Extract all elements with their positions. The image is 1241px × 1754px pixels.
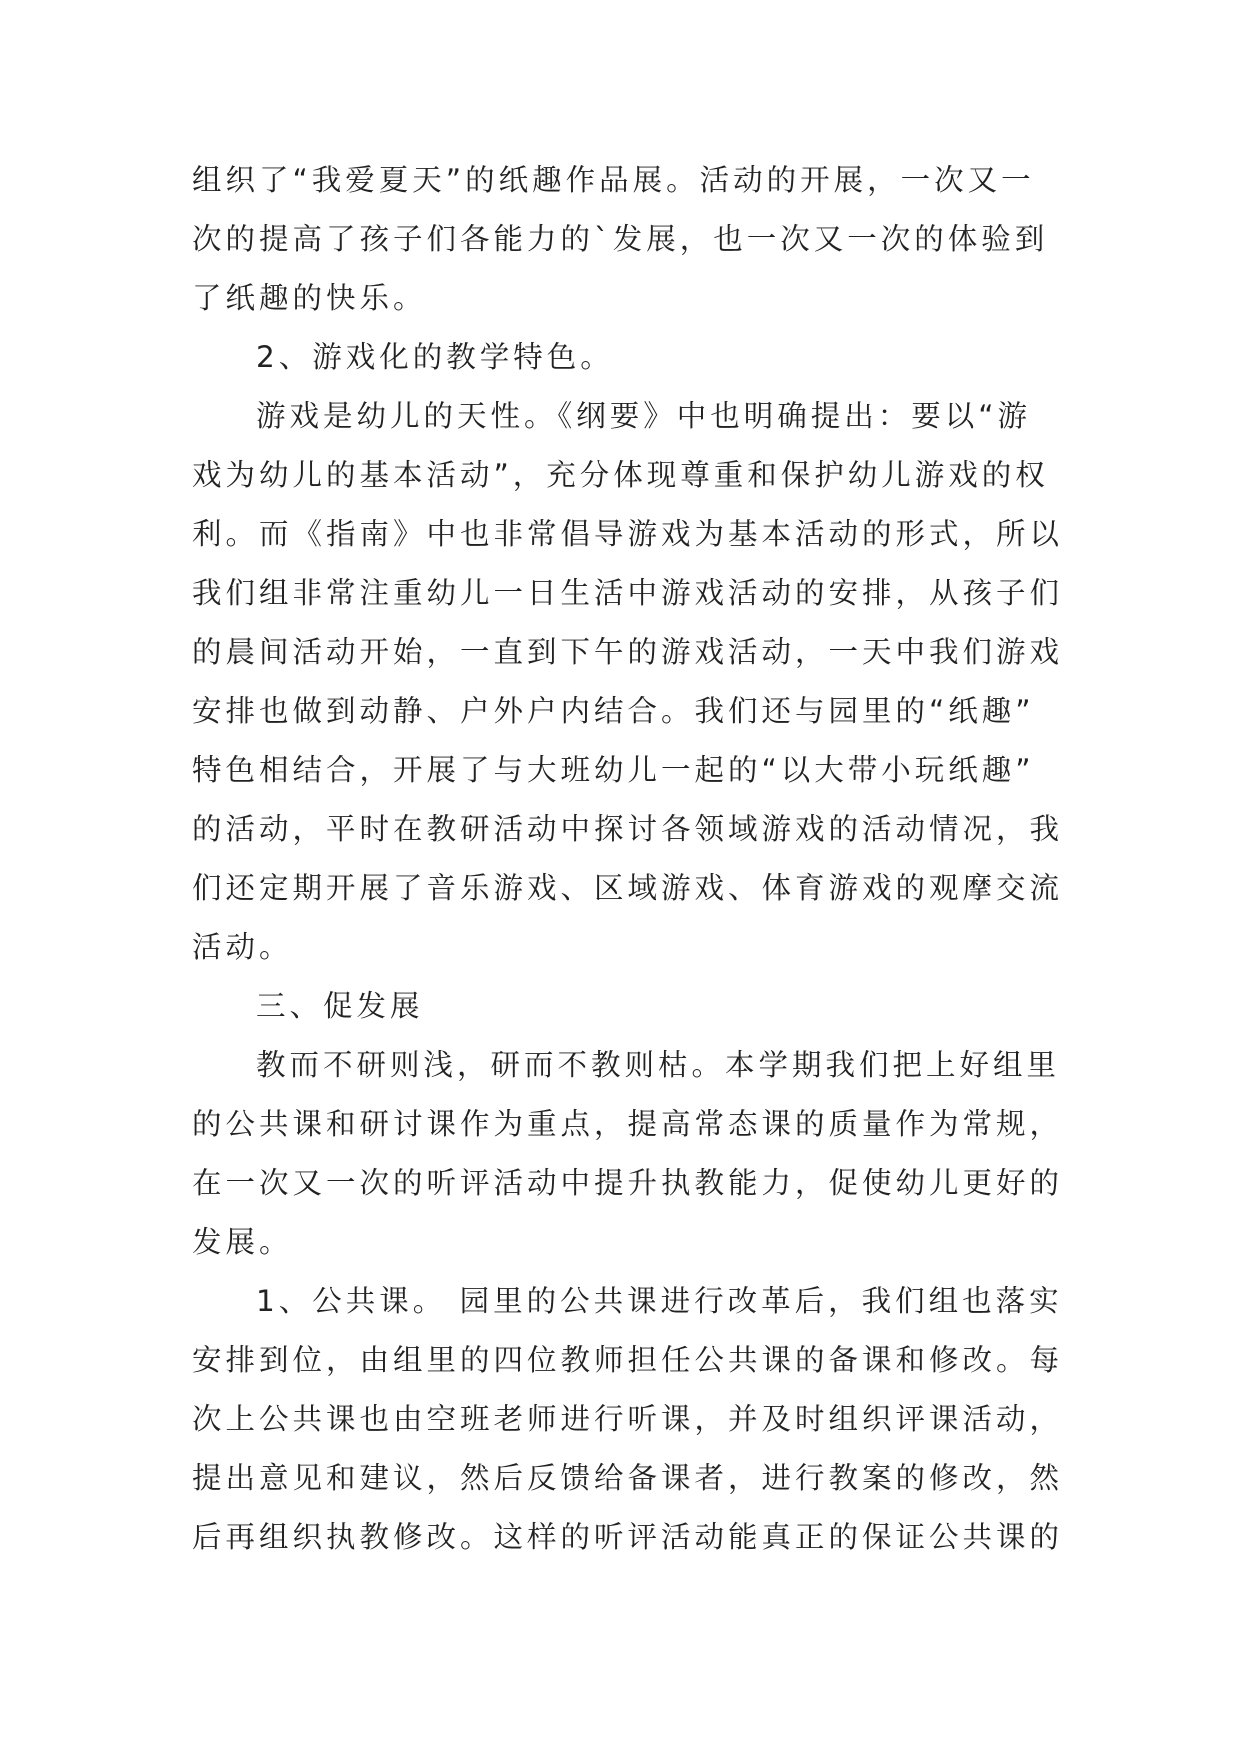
text-line: 利。而《指南》中也非常倡导游戏为基本活动的形式，所以 [192, 517, 1064, 551]
paragraph-start: 1、公共课。 园里的公共课进行改革后，我们组也落实 [256, 1284, 1063, 1318]
paragraph-start: 教而不研则浅，研而不教则枯。本学期我们把上好组里 [256, 1048, 1061, 1082]
text-line: 特色相结合，开展了与大班幼儿一起的“以大带小玩纸趣” [192, 753, 1035, 787]
text-line: 组织了“我爱夏天”的纸趣作品展。活动的开展，一次又一 [192, 163, 1035, 197]
section-heading: 2、游戏化的教学特色。 [256, 340, 614, 374]
text-line: 提出意见和建议，然后反馈给备课者，进行教案的修改，然 [192, 1461, 1064, 1495]
text-line: 我们组非常注重幼儿一日生活中游戏活动的安排，从孩子们 [192, 576, 1064, 610]
paragraph-start: 游戏是幼儿的天性。《纲要》中也明确提出：要以“游 [256, 399, 1032, 433]
text-line: 安排也做到动静、户外户内结合。我们还与园里的“纸趣” [192, 694, 1035, 728]
text-line: 们还定期开展了音乐游戏、区域游戏、体育游戏的观摩交流 [192, 871, 1064, 905]
text-line: 的活动，平时在教研活动中探讨各领域游戏的活动情况，我 [192, 812, 1064, 846]
text-line: 的公共课和研讨课作为重点，提高常态课的质量作为常规， [192, 1107, 1064, 1141]
text-line: 次的提高了孩子们各能力的`发展，也一次又一次的体验到 [192, 222, 1049, 256]
text-line: 次上公共课也由空班老师进行听课，并及时组织评课活动， [192, 1402, 1064, 1436]
text-line: 后再组织执教修改。这样的听评活动能真正的保证公共课的 [192, 1520, 1064, 1554]
document-body [192, 160, 1064, 1576]
text-line: 戏为幼儿的基本活动”，充分体现尊重和保护幼儿游戏的权 [192, 458, 1049, 492]
text-line: 安排到位，由组里的四位教师担任公共课的备课和修改。每 [192, 1343, 1064, 1377]
text-line: 了纸趣的快乐。 [192, 281, 427, 315]
section-heading: 三、促发展 [256, 989, 424, 1023]
text-line: 发展。 [192, 1225, 293, 1259]
text-line: 的晨间活动开始，一直到下午的游戏活动，一天中我们游戏 [192, 635, 1064, 669]
text-line: 活动。 [192, 930, 293, 964]
text-line: 在一次又一次的听评活动中提升执教能力，促使幼儿更好的 [192, 1166, 1064, 1200]
